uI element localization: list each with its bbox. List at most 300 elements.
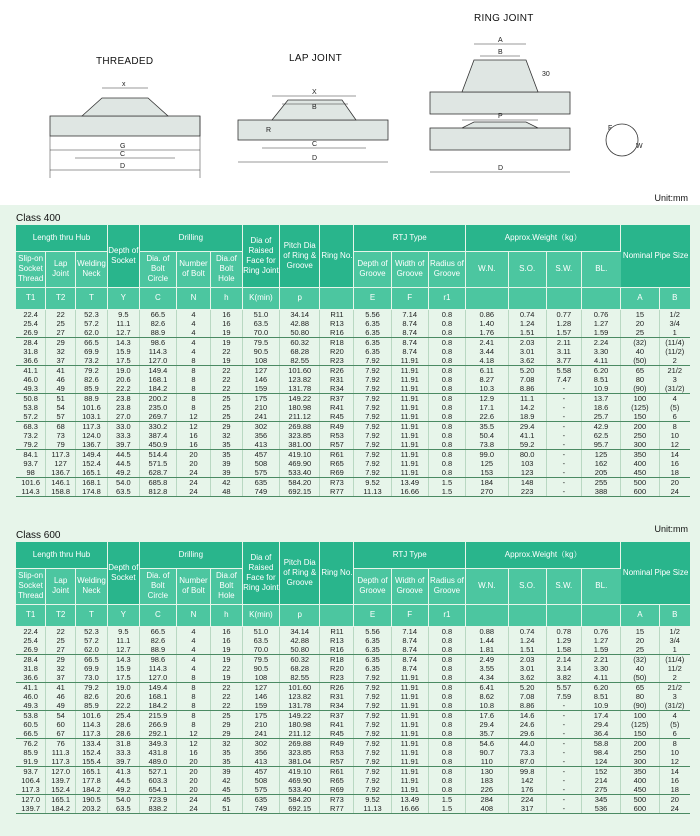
cell-value: 114.3 <box>82 719 101 729</box>
cell-value: R57 <box>330 756 344 766</box>
cell-value: 224 <box>520 794 534 804</box>
cell-value: 6.20 <box>593 365 609 375</box>
cell-value: 25 <box>222 710 231 720</box>
cell-value: 41.3 <box>116 766 131 776</box>
cell-value: 4.18 <box>479 355 495 365</box>
cell-value: - <box>562 402 566 412</box>
table-cell <box>46 449 76 477</box>
cell-value: 88.9 <box>150 327 166 337</box>
cell-value: 838.2 <box>148 803 168 813</box>
cell-value: 1 <box>672 327 677 337</box>
cell-value: 11.13 <box>363 803 382 813</box>
cell-value: 0.8 <box>441 439 453 449</box>
cell-value: 223 <box>520 486 534 496</box>
table-cell <box>546 477 581 496</box>
cell-value: 49.2 <box>116 784 131 794</box>
cell-value: - <box>562 747 566 757</box>
cell-value: 7.92 <box>365 672 380 682</box>
cell-value: 62.0 <box>84 327 99 337</box>
cell-value: 117.3 <box>82 421 101 431</box>
cell-value: 500 <box>633 794 647 804</box>
table-row <box>16 337 690 365</box>
table-cell <box>176 309 210 337</box>
cell-value: 1.44 <box>479 635 495 645</box>
table-cell <box>621 337 659 365</box>
cell-value: 152.4 <box>82 747 101 757</box>
cell-value: - <box>562 439 566 449</box>
cell-value: (32) <box>633 654 647 664</box>
cell-value: 11.1 <box>520 393 535 403</box>
cell-value: 200 <box>633 421 647 431</box>
table-cell <box>354 309 391 337</box>
cell-value: 250 <box>633 747 647 757</box>
cell-value: 600 <box>633 803 647 813</box>
tables-area <box>0 205 700 836</box>
header-depth-of-socket: Depth of Socket <box>107 225 139 287</box>
cell-value: 149.22 <box>288 710 312 720</box>
table-cell <box>46 309 76 337</box>
table-cell <box>176 393 210 421</box>
cell-value: 33.3 <box>116 747 131 757</box>
cell-value: 5.56 <box>365 309 380 319</box>
lap-joint-label: LAP JOINT <box>289 53 343 64</box>
table-cell <box>621 710 659 738</box>
cell-value: 127 <box>254 682 268 692</box>
cell-value: 146 <box>254 374 268 384</box>
cell-value: 14.6 <box>519 710 535 720</box>
ring-joint-label: RING JOINT <box>474 13 534 24</box>
cell-value: 41.1 <box>23 365 38 375</box>
cell-value: (90) <box>633 700 647 710</box>
cell-value: 14.2 <box>519 402 535 412</box>
header-so: S.O. <box>508 568 546 604</box>
cell-value: 26.9 <box>23 327 38 337</box>
table-cell <box>581 794 620 813</box>
cell-value: 15 <box>635 309 645 319</box>
cell-value: 25 <box>222 393 231 403</box>
cell-value: - <box>562 421 566 431</box>
cell-value: 10.9 <box>593 700 609 710</box>
cell-value: 28.4 <box>23 654 38 664</box>
svg-text:C: C <box>120 151 126 158</box>
table-cell <box>76 794 108 813</box>
cell-value: 150 <box>633 728 647 738</box>
cell-value: - <box>562 766 566 776</box>
cell-value: 685.8 <box>148 477 168 487</box>
cell-value: 24 <box>670 486 679 496</box>
cell-value: 150 <box>633 411 647 421</box>
cell-value: 469.90 <box>288 775 312 785</box>
cell-value: 19.0 <box>116 365 131 375</box>
cell-value: 175 <box>254 710 268 720</box>
cell-value: 211.12 <box>288 411 311 421</box>
symbol-cell <box>581 604 620 626</box>
table-cell <box>16 421 46 449</box>
cell-value: 25.4 <box>116 710 131 720</box>
header-nominal-pipe-size: Nominal Pipe Size <box>621 542 690 604</box>
table-cell <box>46 626 76 654</box>
cell-value: 6.35 <box>365 327 380 337</box>
table-cell <box>428 365 465 393</box>
cell-value: 50.8 <box>23 393 38 403</box>
cell-value: 42.88 <box>290 635 310 645</box>
cell-value: 149.4 <box>82 449 101 459</box>
table-cell <box>280 365 320 393</box>
table-cell <box>280 766 320 794</box>
cell-value: 6 <box>672 728 677 738</box>
cell-value: 8.62 <box>479 691 495 701</box>
table-cell <box>581 309 620 337</box>
cell-value: 24 <box>189 794 198 804</box>
svg-text:P: P <box>498 113 503 120</box>
cell-value: 8.86 <box>519 700 535 710</box>
cell-value: 4 <box>672 710 677 720</box>
table-cell <box>546 682 581 710</box>
cell-value: 584.20 <box>288 477 312 487</box>
cell-value: 57.2 <box>23 411 38 421</box>
table-cell <box>428 337 465 365</box>
table-cell <box>466 309 509 337</box>
table-cell <box>621 365 659 393</box>
cell-value: 184.2 <box>148 700 168 710</box>
cell-value: 184.2 <box>148 383 168 393</box>
cell-value: 98 <box>26 467 35 477</box>
cell-value: 66.5 <box>84 337 99 347</box>
table-cell <box>210 337 242 365</box>
cell-value: 9.5 <box>118 626 129 636</box>
table-cell <box>46 393 76 421</box>
cell-value: 11.91 <box>400 710 419 720</box>
table-cell <box>354 477 391 496</box>
cell-value: 25 <box>222 402 231 412</box>
cell-value: 22 <box>222 663 231 673</box>
cell-value: 76 <box>56 738 65 748</box>
table-cell <box>176 682 210 710</box>
cell-value: 450 <box>633 784 647 794</box>
table-cell <box>428 309 465 337</box>
cell-value: 108 <box>254 355 268 365</box>
table-cell <box>139 309 176 337</box>
table-cell <box>659 682 690 710</box>
cell-value: 17.5 <box>116 355 131 365</box>
cell-value: 41.1 <box>519 430 535 440</box>
cell-value: 54 <box>56 710 65 720</box>
ring-joint-flange-drawing <box>422 32 662 182</box>
table-cell <box>354 365 391 393</box>
cell-value: 20 <box>189 449 198 459</box>
symbol-cell <box>508 604 546 626</box>
cell-value: R23 <box>330 355 344 365</box>
cell-value: 1.51 <box>519 327 535 337</box>
cell-value: 0.76 <box>593 626 609 636</box>
cell-value: 215.9 <box>148 710 168 720</box>
table-cell <box>428 766 465 794</box>
cell-value: 11.91 <box>400 421 419 431</box>
header-depth-of-groove: Depth of Groove <box>354 251 391 287</box>
cell-value: 39.7 <box>116 756 131 766</box>
symbol-cell: E <box>354 287 391 309</box>
table-cell <box>46 710 76 738</box>
cell-value: 127.0 <box>21 794 41 804</box>
cell-value: 82.6 <box>150 635 166 645</box>
cell-value: 82.55 <box>290 672 310 682</box>
cell-value: 20.6 <box>116 691 131 701</box>
cell-value: 25 <box>635 327 645 337</box>
cell-value: 7.92 <box>365 747 380 757</box>
symbol-cell: T2 <box>46 604 76 626</box>
cell-value: 84.1 <box>23 449 38 459</box>
header-drilling: Drilling <box>139 225 242 251</box>
cell-value: 7.92 <box>365 738 380 748</box>
cell-value: - <box>562 803 566 813</box>
cell-value: 431.8 <box>148 747 168 757</box>
cell-value: 7.92 <box>365 374 380 384</box>
cell-value: 12.7 <box>116 644 131 654</box>
cell-value: 4.34 <box>479 672 495 682</box>
cell-value: 7.92 <box>365 421 380 431</box>
symbol-cell: C <box>139 287 176 309</box>
cell-value: 8 <box>191 682 196 692</box>
cell-value: 11.91 <box>400 383 419 393</box>
cell-value: 19 <box>222 337 231 347</box>
cell-value: 19 <box>222 644 231 654</box>
cell-value: R41 <box>330 719 344 729</box>
cell-value: 12 <box>189 728 198 738</box>
cell-value: 22 <box>222 682 231 692</box>
cell-value: 1/2 <box>669 309 680 319</box>
cell-value: 51.0 <box>253 309 269 319</box>
cell-value: 22.4 <box>23 309 38 319</box>
svg-text:G: G <box>120 143 126 150</box>
table-cell <box>659 449 690 477</box>
table-cell <box>210 449 242 477</box>
table-cell <box>107 682 139 710</box>
cell-value: 101.60 <box>288 365 312 375</box>
cell-value: 508 <box>254 775 268 785</box>
svg-text:D: D <box>120 163 126 170</box>
cell-value: R53 <box>330 430 344 440</box>
header-wn: W.N. <box>466 568 509 604</box>
cell-value: 8.74 <box>402 337 417 347</box>
cell-value: 22.2 <box>116 700 131 710</box>
symbol-cell: B <box>659 604 690 626</box>
table-cell <box>428 710 465 738</box>
cell-value: 65 <box>635 682 645 692</box>
cell-value: 184 <box>480 477 494 487</box>
cell-value: 0.8 <box>441 402 453 412</box>
cell-value: 87.0 <box>519 756 535 766</box>
cell-value: 226 <box>480 784 494 794</box>
table-cell <box>581 766 620 794</box>
cell-value: - <box>562 719 566 729</box>
cell-value: 603.3 <box>148 775 168 785</box>
cell-value: 266.9 <box>148 719 168 729</box>
cell-value: 8.74 <box>402 663 417 673</box>
cell-value: 25.4 <box>23 635 38 645</box>
svg-text:R: R <box>266 127 272 134</box>
cell-value: 12 <box>670 756 679 766</box>
cell-value: 8 <box>191 719 196 729</box>
cell-value: 4 <box>191 309 196 319</box>
cell-value: 27.0 <box>116 411 131 421</box>
header-approx-weight: Approx.Weight（kg） <box>466 225 621 251</box>
class-400-title: Class 400 <box>16 213 61 224</box>
cell-value: 13.49 <box>400 477 420 487</box>
cell-value: 98.6 <box>150 337 166 347</box>
cell-value: (125) <box>631 719 649 729</box>
cell-value: 0.8 <box>441 710 453 720</box>
header-dia-raised-face: Dia of Raised Face for Ring Joint <box>242 225 279 287</box>
cell-value: 270 <box>480 486 494 496</box>
table-cell <box>581 365 620 393</box>
cell-value: 51 <box>56 393 65 403</box>
header-ring-no: Ring No. <box>320 225 354 287</box>
cell-value: 635 <box>254 794 268 804</box>
cell-value: 19.0 <box>116 682 131 692</box>
cell-value: 7.92 <box>365 719 380 729</box>
table-cell <box>210 626 242 654</box>
cell-value: 29.4 <box>479 719 495 729</box>
table-cell <box>466 738 509 766</box>
cell-value: 356 <box>254 430 268 440</box>
cell-value: 88.9 <box>84 393 99 403</box>
cell-value: 15.9 <box>116 663 131 673</box>
cell-value: - <box>562 430 566 440</box>
cell-value: 0.76 <box>593 309 609 319</box>
cell-value: R13 <box>330 635 344 645</box>
cell-value: 66.5 <box>84 654 99 664</box>
cell-value: 29 <box>222 421 231 431</box>
cell-value: 50.80 <box>290 327 310 337</box>
cell-value: 101.6 <box>82 710 101 720</box>
cell-value: 39 <box>222 458 231 468</box>
table-row <box>16 682 690 710</box>
cell-value: 184.2 <box>82 784 101 794</box>
table-cell <box>659 421 690 449</box>
cell-value: R41 <box>330 402 344 412</box>
cell-value: 1.57 <box>556 327 572 337</box>
table-cell <box>280 626 320 654</box>
header-depth-of-socket: Depth of Socket <box>107 542 139 604</box>
table-cell <box>16 682 46 710</box>
cell-value: 11.91 <box>400 355 419 365</box>
cell-value: 0.8 <box>441 467 453 477</box>
table-cell <box>546 393 581 421</box>
cell-value: 111.3 <box>51 747 70 757</box>
table-cell <box>280 421 320 449</box>
table-cell <box>76 337 108 365</box>
cell-value: 7.08 <box>519 691 535 701</box>
header-bl: BL. <box>581 251 620 287</box>
cell-value: 8.51 <box>593 691 609 701</box>
cell-value: 6 <box>672 411 677 421</box>
header-length-thru-hub: Length thru Hub <box>16 225 107 251</box>
cell-value: R45 <box>330 728 344 738</box>
table-cell <box>139 710 176 738</box>
cell-value: R11 <box>330 309 344 319</box>
cell-value: 106.4 <box>21 775 41 785</box>
cell-value: 20 <box>189 766 198 776</box>
cell-value: 600 <box>633 486 647 496</box>
table-cell <box>546 766 581 794</box>
cell-value: 70.0 <box>253 644 269 654</box>
cell-value: 4 <box>191 635 196 645</box>
symbol-cell <box>546 604 581 626</box>
cell-value: 79 <box>56 439 65 449</box>
cell-value: 0.8 <box>441 626 453 636</box>
cell-value: 45 <box>222 784 231 794</box>
cell-value: 125 <box>594 449 608 459</box>
table-cell <box>210 654 242 682</box>
cell-value: 5.58 <box>556 365 572 375</box>
cell-value: 20 <box>189 775 198 785</box>
header-dia-of-bolt-circle: Dia. of Bolt Circle <box>139 251 176 287</box>
cell-value: 25.4 <box>23 318 38 328</box>
table-cell <box>107 393 139 421</box>
table-cell <box>76 626 108 654</box>
table-cell <box>354 794 391 813</box>
table-row <box>16 309 690 337</box>
cell-value: - <box>562 383 566 393</box>
cell-value: 400 <box>633 458 647 468</box>
table-cell <box>280 337 320 365</box>
cell-value: 16.66 <box>400 803 420 813</box>
table-cell <box>280 794 320 813</box>
cell-value: 1.40 <box>479 318 495 328</box>
cell-value: R73 <box>330 477 344 487</box>
cell-value: 7.92 <box>365 728 380 738</box>
class-400-table <box>16 225 690 497</box>
table-cell <box>466 337 509 365</box>
cell-value: (31/2) <box>664 383 685 393</box>
table-cell <box>176 794 210 813</box>
cell-value: 33.0 <box>116 421 131 431</box>
cell-value: 28.4 <box>23 337 38 347</box>
cell-value: - <box>562 710 566 720</box>
cell-value: 692.15 <box>288 803 312 813</box>
class-600-table <box>16 542 690 814</box>
table-cell <box>466 449 509 477</box>
cell-value: 168.1 <box>82 477 101 487</box>
cell-value: 73 <box>56 430 65 440</box>
table-cell <box>210 682 242 710</box>
cell-value: R20 <box>330 346 344 356</box>
table-cell <box>107 794 139 813</box>
cell-value: 11.91 <box>400 756 419 766</box>
table-cell <box>242 449 279 477</box>
table-cell <box>76 766 108 794</box>
cell-value: - <box>562 728 566 738</box>
cell-value: 7.14 <box>402 626 417 636</box>
header-number-of-bolt: Number of Bolt <box>176 568 210 604</box>
cell-value: (50) <box>633 355 647 365</box>
cell-value: 44.5 <box>116 775 131 785</box>
cell-value: R61 <box>330 766 344 776</box>
cell-value: (11/4) <box>665 337 685 347</box>
cell-value: 1.24 <box>519 635 535 645</box>
cell-value: 0.8 <box>441 318 453 328</box>
header-dia-of-bolt-hole: Dia.of Bolt Hole <box>210 568 242 604</box>
cell-value: 32 <box>56 346 65 356</box>
header-number-of-bolt: Number of Bolt <box>176 251 210 287</box>
table-cell <box>508 421 546 449</box>
table-cell <box>581 477 620 496</box>
cell-value: 8.74 <box>402 327 417 337</box>
cell-value: 12 <box>189 421 198 431</box>
table-cell <box>508 626 546 654</box>
cell-value: 16 <box>189 430 198 440</box>
table-cell <box>107 365 139 393</box>
